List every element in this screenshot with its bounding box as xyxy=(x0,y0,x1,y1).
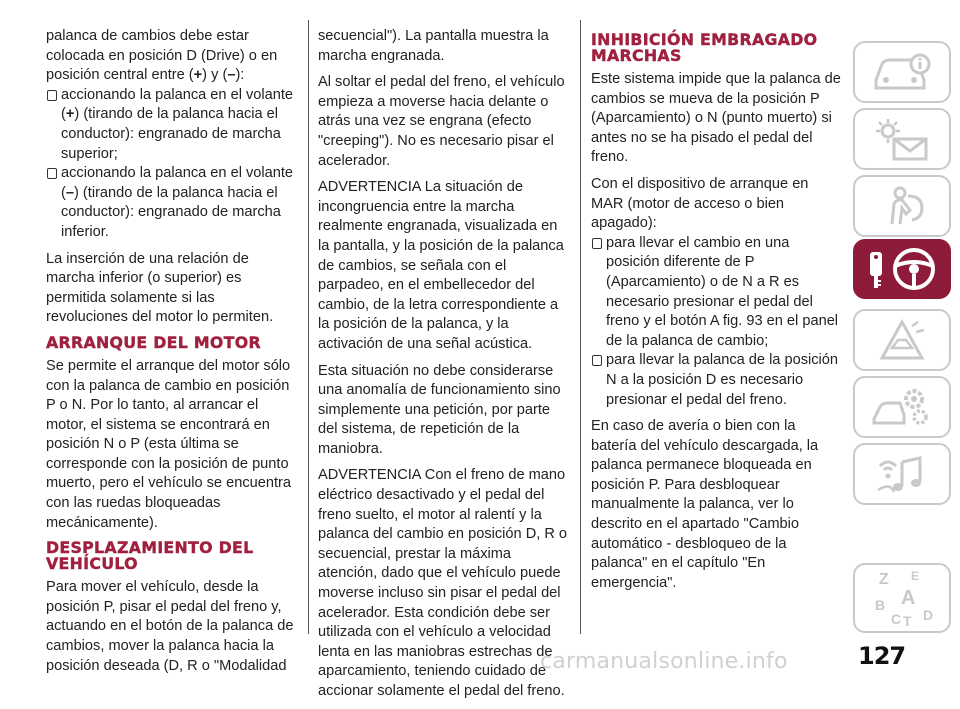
chapter-tab-index[interactable] xyxy=(853,563,951,633)
car-info-icon xyxy=(870,50,934,94)
checkbox-bullet-icon xyxy=(47,90,57,101)
index-letter: E xyxy=(911,569,920,583)
chapter-tab-warning-lights[interactable] xyxy=(853,108,951,170)
page-number: 127 xyxy=(858,642,906,670)
paragraph: Para mover el vehículo, desde la posición P, pisar el pedal del freno y, actuando en el botón de la palanca de cambios, mover la palanca hacia la posición deseada (D, R o "Modalidad xyxy=(46,579,294,674)
watermark: carmanualsonline.info xyxy=(540,649,788,674)
bullet-item: accionando la palanca en el volante (–) (tirando de la palanca hacia el conductor): engranado de marcha inferior. xyxy=(46,164,296,242)
paragraph: secuencial"). La pantalla muestra la marcha engranada. xyxy=(318,28,549,64)
warning-lights-icon xyxy=(870,117,934,161)
paragraph: ADVERTENCIA La situación de incongruencia entre la marcha realmente engranada, visualizada en la pantalla, y la posición de la palanca de cambios, se señala con el parpadeo, en el embellecedor del cambio, de la letra correspondiente a la posición de la palanca, y la activación de una señal acústica. xyxy=(318,179,564,352)
paragraph: En caso de avería o bien con la batería del vehículo descargada, la palanca permanece bloqueada en posición P. Para desbloquear manualmente la palanca, ver lo descrito en el apartado "Cambio automático - desbloqueo de la palanca" en el capítulo "En emergencia". xyxy=(591,418,819,591)
section-heading: INHIBICIÓN EMBRAGADO MARCHAS xyxy=(591,30,818,65)
paragraph: Se permite el arranque del motor sólo con la palanca de cambio en posición P o N. Por lo tanto, al arrancar el motor, el sistema se encontrará en posición N o P (esta última se corresponde con la posición de punto muerto, pero el vehículo se encuentra con las ruedas bloqueadas mecánicamente). xyxy=(46,357,291,531)
roadside-emergency-icon xyxy=(870,318,934,362)
text-column-2 xyxy=(318,27,570,709)
text-column-3 xyxy=(591,27,843,600)
chapter-tab-safety[interactable] xyxy=(853,175,951,237)
key-steering-wheel-icon xyxy=(862,244,942,294)
checkbox-bullet-icon xyxy=(592,355,602,366)
chapter-tab-emergency[interactable] xyxy=(853,309,951,371)
column-divider xyxy=(308,20,309,634)
chapter-tab-maintenance[interactable] xyxy=(853,376,951,438)
paragraph: Este sistema impide que la palanca de cambios se mueva de la posición P (Aparcamiento) o N (punto muerto) si antes no se ha pisado el pedal del freno. xyxy=(591,71,841,166)
index-letter: T xyxy=(903,613,912,629)
paragraph: palanca de cambios debe estar colocada en posición D (Drive) o en posición central entre (+) y (–): xyxy=(46,28,278,84)
index-letter: B xyxy=(875,597,886,613)
section-heading: DESPLAZAMIENTO DEL VEHÍCULO xyxy=(46,538,254,574)
paragraph: Esta situación no debe considerarse una anomalía de funcionamiento sino simplemente una petición, por parte del sistema, de repetición de la maniobra. xyxy=(318,362,561,457)
text-column-1 xyxy=(46,27,296,683)
column-divider xyxy=(580,20,581,634)
index-letter: A xyxy=(901,587,916,609)
index-letters-icon xyxy=(865,568,939,628)
index-letter: C xyxy=(891,611,902,627)
bullet-item: accionando la palanca en el volante (+) (tirando de la palanca hacia el conductor): engranado de marcha superior; xyxy=(46,86,296,164)
index-letter: D xyxy=(923,607,934,623)
chapter-tab-starting-driving[interactable] xyxy=(853,239,951,299)
maintenance-gears-icon xyxy=(870,385,934,429)
index-letter: Z xyxy=(879,571,889,588)
section-heading: ARRANQUE DEL MOTOR xyxy=(46,332,261,352)
bullet-item: para llevar el cambio en una posición diferente de P (Aparcamiento) o de N a R es necesario presionar el pedal del freno y el botón A fig. 93 en el panel de la palanca de cambio; xyxy=(591,234,843,352)
bullet-item: para llevar la palanca de la posición N a la posición D es necesario presionar el pedal del freno. xyxy=(591,351,843,410)
paragraph: Al soltar el pedal del freno, el vehículo empieza a moverse hacia delante o atrás una vez se engrana (efecto "creeping"). No es necesario pisar el acelerador. xyxy=(318,74,565,169)
checkbox-bullet-icon xyxy=(47,168,57,179)
paragraph: ADVERTENCIA Con el freno de mano eléctrico desactivado y el pedal del freno suelto, el motor al ralentí y la palanca del cambio en posición D, R o secuencial, prestar la máxima atención, dado que el vehículo puede moverse incluso sin pisar el pedal del acelerador. Esta condición debe ser utilizada con el vehículo a velocidad lenta en las maniobras estrechas de aparcamiento, teniendo cuidado de accionar solamente el pedal del freno. xyxy=(318,467,568,699)
paragraph: Con el dispositivo de arranque en MAR (motor de acceso o bien apagado): xyxy=(591,175,809,232)
chapter-tab-multimedia[interactable] xyxy=(853,443,951,505)
paragraph: La inserción de una relación de marcha inferior (o superior) es permitida solamente si las revoluciones del motor lo permiten. xyxy=(46,250,274,326)
chapter-tab-car-info[interactable] xyxy=(853,41,951,103)
airbag-safety-icon xyxy=(870,184,934,228)
multimedia-icon xyxy=(870,452,934,496)
checkbox-bullet-icon xyxy=(592,238,602,249)
